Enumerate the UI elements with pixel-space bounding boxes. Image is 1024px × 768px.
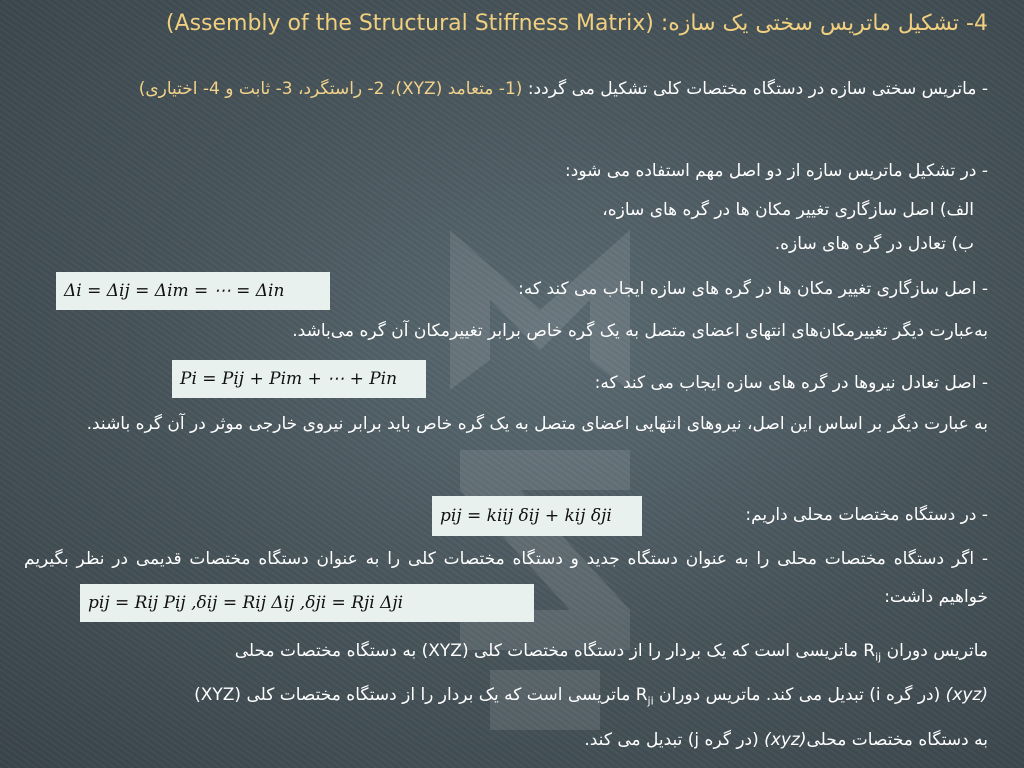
equilibrium-explanation: به عبارت دیگر بر اساس این اصل، نیروهای انتهایی اعضای متصل به یک گره خاص باید برابر نیروی خارجی موثر در آن گره باشند. — [86, 414, 988, 434]
equilibrium-text: - اصل تعادل نیروها در گره های سازه ایجاب می کند که: — [594, 373, 988, 393]
rotation-line-3: به دستگاه مختصات محلی(xyz) (در گره j) تبدیل می کند. — [584, 729, 988, 750]
bullet-highlight: (1- متعامد (XYZ)، 2- راستگرد، 3- ثابت و 4- اختیاری) — [138, 79, 523, 99]
title-english: (Assembly of the Structural Stiffness Matrix) — [165, 11, 654, 36]
compatibility-text: - اصل سازگاری تغییر مکان ها در گره های سازه ایجاب می کند که: — [518, 279, 988, 299]
principle-a: الف) اصل سازگاری تغییر مکان ها در گره های سازه، — [602, 200, 974, 220]
compatibility-explanation: به‌عبارت دیگر تغییرمکان‌های انتهای اعضای متصل به یک گره خاص برابر تغییرمکان آن گره می‌باشد. — [292, 321, 988, 341]
compatibility-equation: Δi = Δij = Δim = ⋯ = Δin — [56, 272, 330, 310]
rotation-line-2: (xyz) (در گره i) تبدیل می کند. ماتریس دوران $R_{ji}$ ماتریسی است که یک بردار را از دستگاه مختصات کلی (XYZ) — [194, 685, 988, 708]
equilibrium-equation: Pi = Pij + Pim + ⋯ + Pin — [172, 360, 426, 398]
title-prefix: 4- تشکیل ماتریس سختی یک سازه: — [660, 11, 988, 36]
bullet-text: - ماتریس سختی سازه در دستگاه مختصات کلی تشکیل می گردد: — [527, 79, 988, 99]
slide-title — [40, 6, 988, 42]
local-stiffness-equation: pij = kiij δij + kij δji — [432, 496, 642, 536]
transformation-text: - اگر دستگاه مختصات محلی را به عنوان دستگاه جدید و دستگاه مختصات کلی را به عنوان دستگاه مختصات قدیمی در نظر بگیریم خواهیم داشت: — [24, 549, 988, 607]
transformation-equation: pij = Rij Pij ,δij = Rij Δij ,δji = Rji Δji — [80, 584, 534, 622]
bullet-two-principles: - در تشکیل ماتریس سازه از دو اصل مهم استفاده می شود: — [565, 161, 988, 181]
local-coordinates-text: - در دستگاه مختصات محلی داریم: — [745, 505, 988, 525]
principle-b: ب) تعادل در گره های سازه. — [774, 234, 974, 254]
rotation-matrix-paragraph — [24, 632, 988, 759]
bullet-global-coordinates — [24, 72, 988, 106]
rotation-line-1: ماتریس دوران $R_{ij}$ ماتریسی است که یک بردار را از دستگاه مختصات کلی (XYZ) به دستگاه مختصات محلی — [234, 641, 988, 664]
